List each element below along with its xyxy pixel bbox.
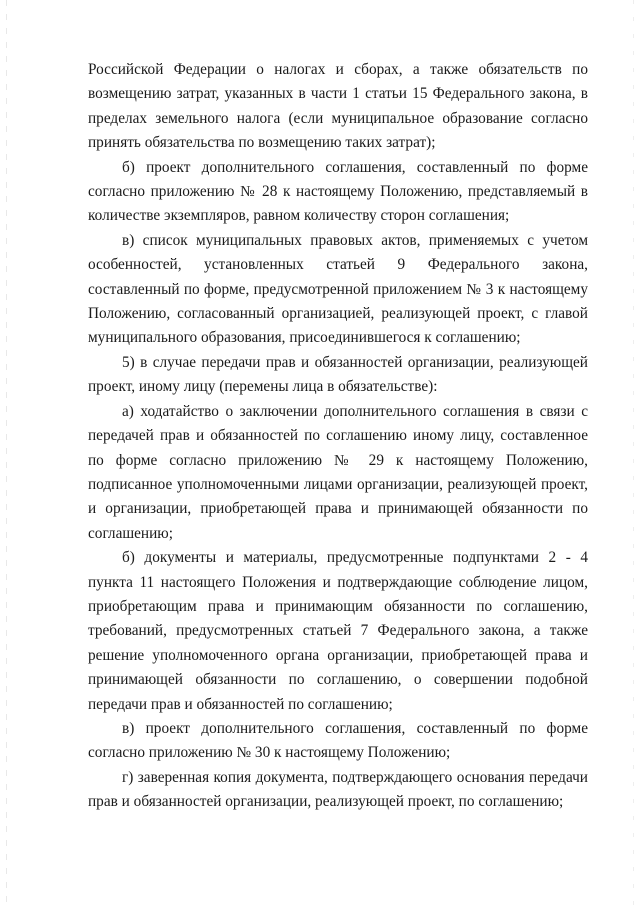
scan-edge-left <box>6 0 7 905</box>
paragraph-item-5-transfer-rights: 5) в случае передачи прав и обязанностей организации, реализующей проект, иному лицу (перемены лица в обязательстве): <box>88 353 588 396</box>
paragraph-item-b-documents: б) документы и материалы, предусмотренные подпунктами 2 - 4 пункта 11 настоящего Положения и подтверждающие соблюдение лицом, приобретающим права и принимающим обязанности по соглашению, требований, предусмотренных статьей 7 Федерального закона, а также решение уполномоченного органа организации, приобретающей права и принимающей обязанности по соглашению, о совершении подобной передачи прав и обязанностей по соглашению; <box>88 549 588 713</box>
paragraph-item-a-petition: а) ходатайство о заключении дополнительного соглашения в связи с передачей прав и обязанностей по соглашению иному лицу, составленное по форме согласно приложению № 29 к настоящему Положению, подписанное уполномоченными лицами организации, реализующей проект, и организации, приобретающей права и принимающей обязанности по соглашению; <box>88 402 588 542</box>
paragraph-item-g-certified-copy: г) заверенная копия документа, подтверждающего основания передачи прав и обязанностей организации, реализующей проект, по соглашению; <box>88 768 588 811</box>
paragraph-item-v-legal-acts-list: в) список муниципальных правовых актов, применяемых с учетом особенностей, установленных статьей 9 Федерального закона, составленный по форме, предусмотренной приложением № 3 к настоящему Положению, согласованный организацией, реализующей проект, с главой муниципального образования, присоединившегося к соглашению; <box>88 231 588 347</box>
paragraph-continuation: Российской Федерации о налогах и сборах, а также обязательств по возмещению затрат, указанных в части 1 статьи 15 Федерального закона, в пределах земельного налога (если муниципальное образование согласно принять обязательства по возмещению таких затрат); <box>88 61 588 152</box>
scan-edge-right <box>633 0 634 905</box>
paragraph-item-v-draft-agreement: в) проект дополнительного соглашения, составленный по форме согласно приложению № 30 к настоящему Положению; <box>88 719 588 762</box>
document-body <box>88 58 588 815</box>
paragraph-item-b-draft-agreement: б) проект дополнительного соглашения, составленный по форме согласно приложению № 28 к настоящему Положению, представляемый в количестве экземпляров, равном количеству сторон соглашения; <box>88 158 588 225</box>
